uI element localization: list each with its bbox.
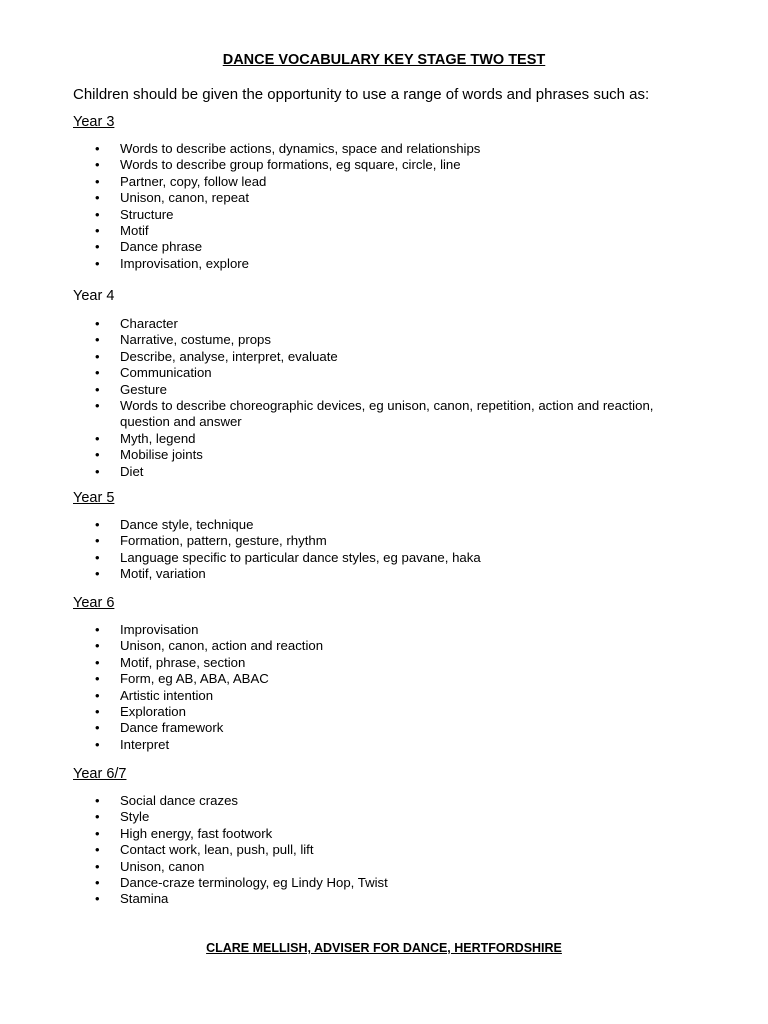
- list-item: [95, 517, 735, 533]
- section-year-6-7: [73, 765, 388, 907]
- list-item-text: Language specific to particular dance styles, eg pavane, haka: [120, 549, 481, 565]
- list-item: [95, 875, 735, 891]
- section-year-4: [73, 287, 654, 479]
- bullet-icon: •: [95, 398, 100, 414]
- bullet-icon: •: [95, 825, 100, 841]
- list-item-text: Motif, phrase, section: [120, 654, 246, 670]
- document-title: DANCE VOCABULARY KEY STAGE TWO TEST: [222, 52, 546, 68]
- list-item: [95, 174, 735, 190]
- list-item: [95, 239, 735, 255]
- list-item-text: Dance framework: [120, 720, 224, 736]
- list-item-text: Diet: [120, 463, 144, 479]
- bullet-icon: •: [95, 793, 100, 808]
- list-item: [95, 859, 735, 875]
- list-item-text: Unison, canon, action and reaction: [120, 638, 324, 654]
- bullet-icon: •: [95, 720, 100, 736]
- list-item-text: Myth, legend: [120, 430, 196, 446]
- bullet-icon: •: [95, 332, 100, 348]
- list-item: [95, 223, 735, 239]
- list-item-text: Mobilise joints: [120, 447, 203, 463]
- bullet-icon: •: [95, 671, 100, 687]
- list-item-text: Unison, canon, repeat: [120, 190, 250, 206]
- list-item-text: Contact work, lean, push, pull, lift: [120, 842, 314, 858]
- bullet-icon: •: [95, 316, 100, 331]
- footer-credit: CLARE MELLISH, ADVISER FOR DANCE, HERTFORDSHIRE: [206, 941, 562, 955]
- vocabulary-list: [95, 316, 735, 480]
- list-item-text: Words to describe actions, dynamics, space and relationships: [120, 141, 481, 156]
- list-item-text: Narrative, costume, props: [120, 332, 271, 348]
- list-item: [95, 622, 735, 638]
- list-item-text: Dance style, technique: [120, 517, 254, 532]
- list-item: [95, 809, 735, 825]
- bullet-icon: •: [95, 622, 100, 637]
- bullet-icon: •: [95, 517, 100, 532]
- bullet-icon: •: [95, 190, 100, 206]
- vocabulary-list: [95, 622, 735, 753]
- bullet-icon: •: [95, 365, 100, 381]
- bullet-icon: •: [95, 533, 100, 549]
- list-item: [95, 826, 735, 842]
- list-item: [95, 704, 735, 720]
- list-item: [95, 720, 735, 736]
- section-heading: Year 6: [73, 595, 115, 611]
- bullet-icon: •: [95, 223, 100, 239]
- bullet-icon: •: [95, 704, 100, 720]
- list-item: [95, 737, 735, 753]
- list-item: [95, 431, 735, 447]
- section-year-5: [73, 489, 481, 582]
- intro-text: Children should be given the opportunity to use a range of words and phrases such as:: [73, 86, 650, 103]
- bullet-icon: •: [95, 348, 100, 364]
- list-item-text: Motif, variation: [120, 566, 206, 582]
- list-item-text: Form, eg AB, ABA, ABAC: [120, 671, 269, 687]
- list-item: [95, 141, 735, 157]
- list-item: [95, 638, 735, 654]
- section-heading: Year 3: [73, 114, 115, 130]
- bullet-icon: •: [95, 858, 100, 874]
- bullet-icon: •: [95, 638, 100, 654]
- list-item-text: Motif: [120, 223, 149, 239]
- list-item: [95, 190, 735, 206]
- list-item-text: High energy, fast footwork: [120, 825, 273, 841]
- vocabulary-list: [95, 793, 735, 908]
- list-item-text: Style: [120, 809, 150, 825]
- list-item-text: Describe, analyse, interpret, evaluate: [120, 348, 338, 364]
- bullet-icon: •: [95, 809, 100, 825]
- section-year-6: [73, 594, 324, 752]
- list-item: [95, 793, 735, 809]
- list-item: [95, 332, 735, 348]
- list-item-text: Words to describe group formations, eg square, circle, line: [120, 157, 461, 173]
- section-year-3: [73, 113, 481, 271]
- list-item-text: Formation, pattern, gesture, rhythm: [120, 533, 327, 549]
- list-item: [95, 655, 735, 671]
- list-item: [95, 256, 735, 272]
- list-item: [95, 157, 735, 173]
- list-item-text: Interpret: [120, 736, 170, 752]
- section-heading: Year 4: [73, 288, 115, 304]
- bullet-icon: •: [95, 447, 100, 463]
- list-item-text: Character: [120, 316, 178, 331]
- bullet-icon: •: [95, 463, 100, 479]
- list-item-text: Words to describe choreographic devices, eg unison, canon, repetition, action and reaction, question and answer: [120, 398, 654, 430]
- list-item: [95, 398, 735, 431]
- list-item-text: Exploration: [120, 704, 186, 720]
- list-item: [95, 464, 735, 480]
- list-item-text: Dance-craze terminology, eg Lindy Hop, Twist: [120, 875, 388, 891]
- list-item: [95, 688, 735, 704]
- bullet-icon: •: [95, 549, 100, 565]
- bullet-icon: •: [95, 239, 100, 255]
- list-item-text: Improvisation: [120, 622, 199, 637]
- bullet-icon: •: [95, 255, 100, 271]
- bullet-icon: •: [95, 736, 100, 752]
- list-item: [95, 382, 735, 398]
- list-item-text: Gesture: [120, 381, 167, 397]
- bullet-icon: •: [95, 381, 100, 397]
- bullet-icon: •: [95, 173, 100, 189]
- bullet-icon: •: [95, 842, 100, 858]
- list-item: [95, 842, 735, 858]
- bullet-icon: •: [95, 687, 100, 703]
- list-item-text: Artistic intention: [120, 687, 214, 703]
- list-item: [95, 207, 735, 223]
- list-item: [95, 566, 735, 582]
- bullet-icon: •: [95, 891, 100, 907]
- list-item: [95, 316, 735, 332]
- list-item: [95, 533, 735, 549]
- bullet-icon: •: [95, 566, 100, 582]
- list-item-text: Partner, copy, follow lead: [120, 173, 267, 189]
- list-item-text: Improvisation, explore: [120, 255, 250, 271]
- list-item: [95, 891, 735, 907]
- bullet-icon: •: [95, 206, 100, 222]
- list-item: [95, 671, 735, 687]
- list-item: [95, 349, 735, 365]
- list-item: [95, 447, 735, 463]
- list-item-text: Communication: [120, 365, 212, 381]
- vocabulary-list: [95, 517, 735, 583]
- bullet-icon: •: [95, 654, 100, 670]
- list-item: [95, 365, 735, 381]
- list-item-text: Structure: [120, 206, 174, 222]
- list-item-text: Dance phrase: [120, 239, 203, 255]
- bullet-icon: •: [95, 430, 100, 446]
- list-item-text: Stamina: [120, 891, 169, 907]
- list-item-text: Unison, canon: [120, 858, 205, 874]
- bullet-icon: •: [95, 141, 100, 156]
- vocabulary-list: [95, 141, 735, 272]
- list-item: [95, 550, 735, 566]
- bullet-icon: •: [95, 875, 100, 891]
- bullet-icon: •: [95, 157, 100, 173]
- section-heading: Year 5: [73, 490, 115, 506]
- section-heading: Year 6/7: [73, 766, 127, 782]
- list-item-text: Social dance crazes: [120, 793, 239, 808]
